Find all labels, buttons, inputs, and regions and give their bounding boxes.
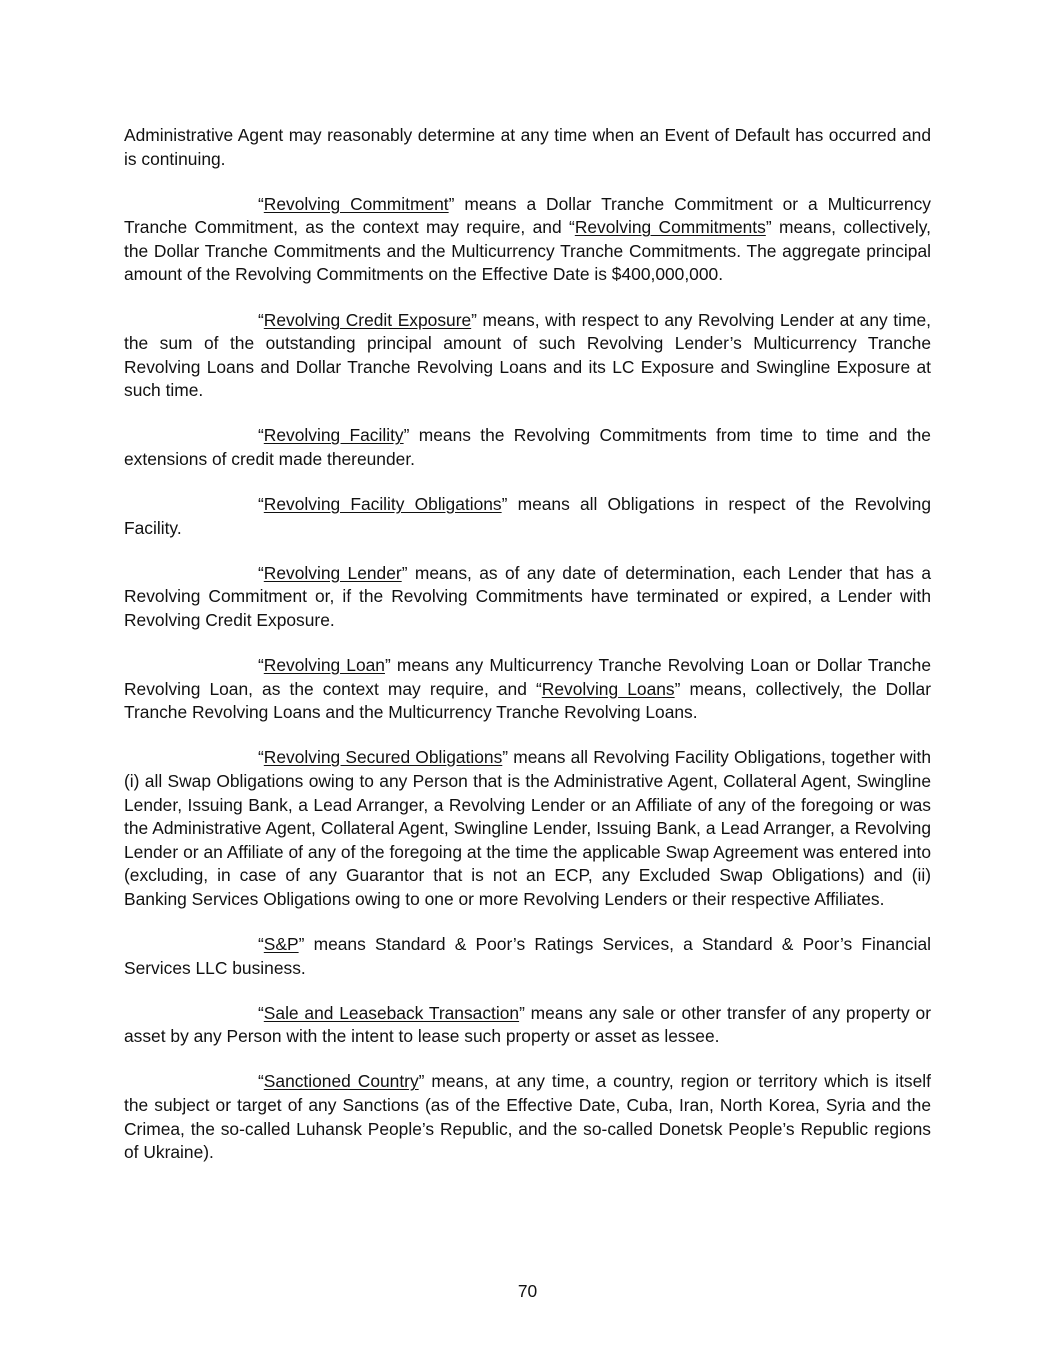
- continuation-paragraph: Administrative Agent may reasonably determine at any time when an Event of Default has occurred and is continuing.: [124, 125, 931, 169]
- definition-text: ” means all Revolving Facility Obligations, together with (i) all Swap Obligations owing to any Person that is the Administrative Agent, Collateral Agent, Swingline Lender, Issuing Bank, a Lead Arranger, a Revolving Lender or an Affiliate of any of the foregoing or was the Administrative Agent, Collateral Agent, Swingline Lender, Issuing Bank, a Lead Arranger, a Revolving Lender or an Affiliate of any of the foregoing at the time the applicable Swap Agreement was entered into (excluding, in case of any Guarantor that is not an ECP, any Excluded Swap Obligations) and (ii) Banking Services Obligations owing to one or more Revolving Lenders or their respective Affiliates.: [124, 747, 931, 909]
- definition-text: ” means the Revolving Commitments from time to time and the extensions of credit made thereunder.: [124, 425, 931, 470]
- definition-paragraph: [124, 654, 931, 725]
- definition-paragraph: [124, 193, 931, 287]
- definition-text: “: [258, 1002, 264, 1023]
- defined-term: Sanctioned Country: [263, 1071, 419, 1092]
- definition-text: “: [258, 425, 264, 446]
- document-page: [124, 124, 931, 1186]
- definition-paragraph: [124, 1070, 931, 1164]
- definitions-list: [124, 193, 931, 1165]
- definition-text: “: [258, 562, 264, 583]
- defined-term: S&P: [263, 934, 299, 955]
- defined-term: Sale and Leaseback Transaction: [263, 1002, 520, 1023]
- definition-text: ” means any Multicurrency Tranche Revolving Loan or Dollar Tranche Revolving Loan, as the context may require, and “: [124, 655, 931, 699]
- defined-term: Revolving Loans: [541, 678, 675, 699]
- definition-paragraph: [124, 746, 931, 911]
- definition-paragraph: [124, 309, 931, 403]
- definition-text: “: [258, 934, 264, 955]
- definition-paragraph: [124, 493, 931, 540]
- defined-term: Revolving Secured Obligations: [263, 747, 503, 768]
- definition-text: “: [258, 747, 264, 768]
- definition-text: ” means a Dollar Tranche Commitment or a Multicurrency Tranche Commitment, as the context may require, and “: [124, 193, 931, 238]
- definition-text: ” means any sale or other transfer of any property or asset by any Person with the intent to lease such property or asset as lessee.: [124, 1002, 931, 1047]
- definition-text: “: [258, 1071, 264, 1092]
- definition-paragraph: [124, 562, 931, 633]
- defined-term: Revolving Facility Obligations: [263, 494, 502, 515]
- definition-text: ” means all Obligations in respect of the Revolving Facility.: [124, 494, 932, 538]
- definition-text: ” means, collectively, the Dollar Tranche Revolving Loans and the Multicurrency Tranche Revolving Loans.: [124, 678, 931, 723]
- defined-term: Revolving Credit Exposure: [263, 309, 472, 330]
- definition-text: ” means Standard & Poor’s Ratings Services, a Standard & Poor’s Financial Services LLC business.: [124, 934, 931, 978]
- defined-term: Revolving Loan: [263, 655, 385, 676]
- defined-term: Revolving Commitment: [263, 193, 449, 214]
- defined-term: Revolving Facility: [263, 425, 404, 446]
- definition-text: ” means, as of any date of determination, each Lender that has a Revolving Commitment or, if the Revolving Commitments have terminated or expired, a Lender with Revolving Credit Exposure.: [124, 562, 931, 630]
- definition-paragraph: [124, 424, 931, 471]
- definition-paragraph: [124, 933, 931, 980]
- definition-text: ” means, with respect to any Revolving Lender at any time, the sum of the outstanding principal amount of such Revolving Lender’s Multicurrency Tranche Revolving Loans and Dollar Tranche Revolving Loans and its LC Exposure and Swingline Exposure at such time.: [124, 309, 931, 401]
- definition-paragraph: [124, 1002, 931, 1049]
- definition-text: ” means, collectively, the Dollar Tranche Commitments and the Multicurrency Tranche Commitments. The aggregate principal amount of the Revolving Commitments on the Effective Date is $400,000,000.: [124, 217, 932, 285]
- page-number: 70: [517, 1281, 538, 1301]
- definition-text: “: [258, 193, 264, 214]
- definition-text: “: [258, 309, 264, 330]
- definition-text: “: [258, 655, 264, 676]
- defined-term: Revolving Commitments: [574, 217, 766, 238]
- defined-term: Revolving Lender: [263, 562, 402, 583]
- definition-text: “: [258, 494, 264, 515]
- definition-text: ” means, at any time, a country, region or territory which is itself the subject or target of any Sanctions (as of the Effective Date, Cuba, Iran, North Korea, Syria and the Crimea, the so-called Luhansk People’s Republic, and the so-called Donetsk People’s Republic regions of Ukraine).: [124, 1071, 931, 1163]
